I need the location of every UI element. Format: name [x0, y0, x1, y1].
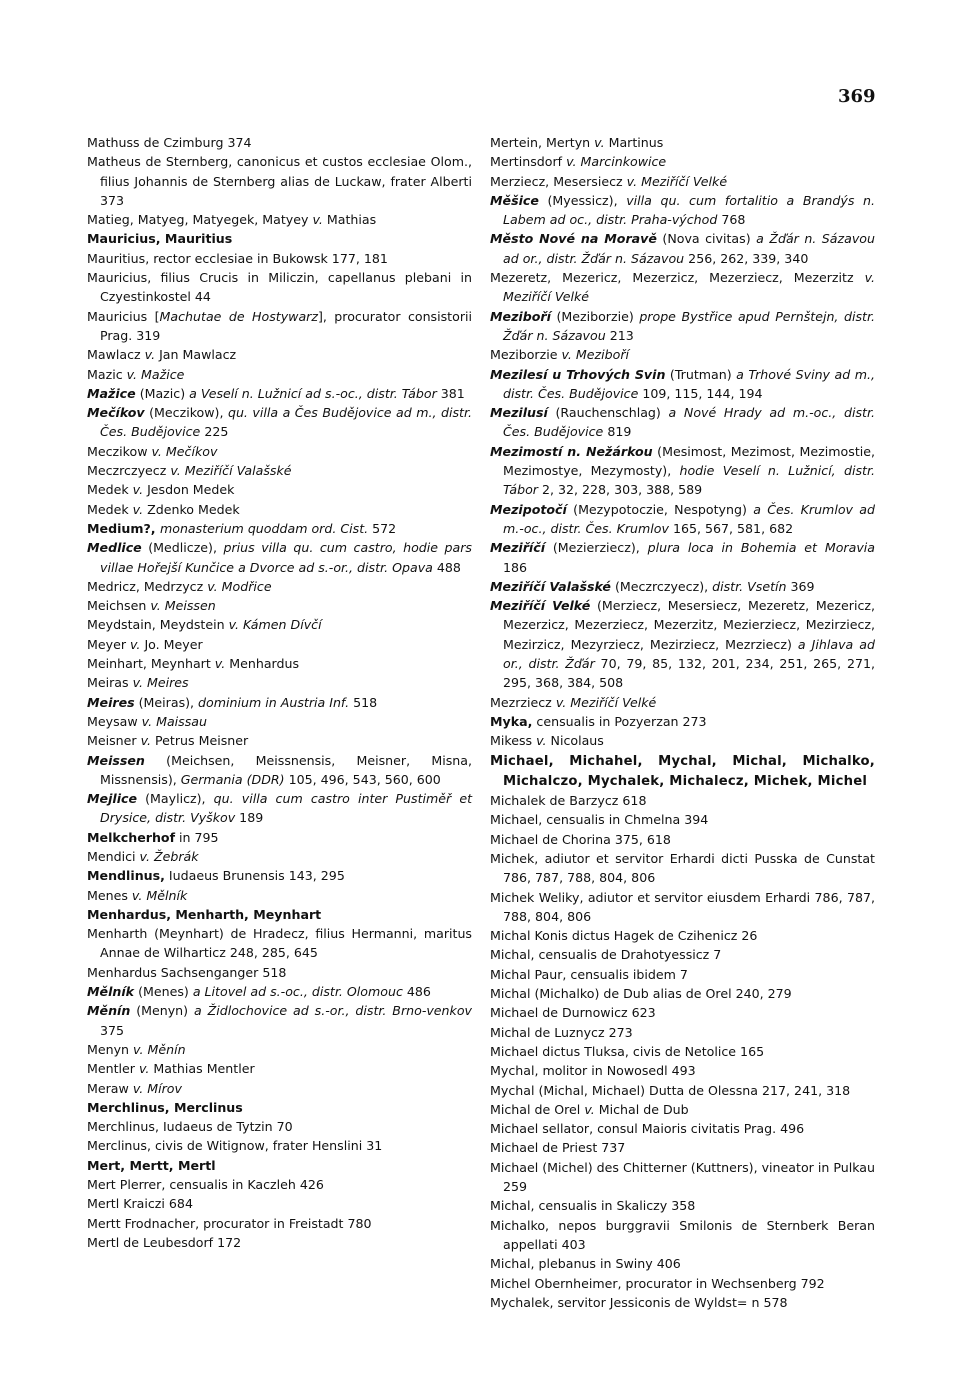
entry-text: Michael de Durnowicz 623	[490, 1005, 656, 1021]
index-entry	[490, 442, 875, 500]
entry-text: Mělník	[87, 984, 135, 1000]
entry-text: monasterium quoddam ord. Cist.	[159, 520, 369, 536]
entry-text: 213	[605, 327, 634, 343]
index-entry	[490, 751, 875, 792]
index-entry	[87, 731, 472, 750]
entry-text: Petrus Meisner	[151, 733, 249, 749]
page-number: 369	[838, 86, 876, 107]
entry-text: Měnín	[87, 1003, 131, 1019]
index-entry	[490, 1138, 875, 1157]
entry-text: Michal de Orel	[490, 1101, 585, 1117]
entry-text: Michal Konis dictus Hagek de Czihenicz 26	[490, 928, 758, 944]
index-entry	[490, 538, 875, 577]
index-entry	[87, 345, 472, 364]
entry-text: v. Mažice	[126, 366, 185, 382]
index-entry	[87, 249, 472, 268]
entry-text: villa qu. cum fortalitio a Brandýs n. Labem ad oc., distr. Praha-východ	[503, 192, 875, 228]
entry-text: (Meczikow),	[144, 405, 228, 421]
index-entry	[87, 403, 472, 442]
index-entry	[490, 1196, 875, 1215]
entry-text: v. Meziříčí Velké	[555, 694, 657, 710]
entry-text: (Menyn)	[130, 1003, 194, 1019]
entry-text: Michel Obernheimer, procurator in Wechsenberg 792	[490, 1275, 825, 1291]
entry-text: Medek	[87, 501, 133, 517]
entry-text: Mečíkov	[87, 405, 145, 421]
entry-text: ], procurator consistorii Prag. 319	[100, 308, 472, 343]
index-entry	[87, 789, 472, 828]
entry-text: Jan Mawlacz	[155, 347, 237, 363]
index-entry	[87, 847, 472, 866]
index-entry	[490, 888, 875, 927]
entry-text: Michael de Priest 737	[490, 1140, 626, 1156]
entry-text: (Rauchenschlag)	[547, 405, 669, 421]
entry-text: Meyer	[87, 636, 130, 652]
index-entry	[87, 442, 472, 461]
index-entry	[490, 1119, 875, 1138]
entry-text: Michal, plebanus in Swiny 406	[490, 1256, 681, 1272]
entry-text: Meiras	[87, 675, 133, 691]
entry-text: 768	[717, 212, 746, 228]
entry-text: 109, 115, 144, 194	[638, 385, 763, 401]
index-entry	[87, 1079, 472, 1098]
entry-text: Mezrziecz	[490, 694, 556, 710]
entry-text: Mathuss de Czimburg 374	[87, 135, 252, 150]
index-entry	[490, 712, 875, 731]
index-entry	[490, 172, 875, 191]
index-entry	[490, 1003, 875, 1022]
entry-text: (Meiras),	[134, 694, 199, 710]
entry-text: v. Modřice	[207, 578, 272, 594]
entry-text: Michael, censualis in Chmelna 394	[490, 812, 709, 828]
index-entry	[87, 1175, 472, 1194]
entry-text: Měšice	[490, 192, 539, 208]
entry-text: Mathias	[322, 212, 377, 228]
entry-text: Meinhart, Meynhart	[87, 656, 215, 672]
entry-text: v. Meissen	[150, 598, 216, 614]
index-entry	[490, 945, 875, 964]
entry-text: Michael sellator, consul Maioris civitatis Prag. 496	[490, 1121, 805, 1137]
entry-text: Mentler	[87, 1061, 139, 1077]
entry-text: Meysaw	[87, 713, 142, 729]
entry-text: (Myessicz),	[538, 192, 627, 208]
index-entry	[490, 731, 875, 750]
index-entry	[490, 849, 875, 888]
entry-text: (Medlicze),	[141, 540, 224, 556]
entry-text: (Meczrczyecz),	[610, 578, 713, 594]
entry-text: Mychal, molitor in Nowosedl 493	[490, 1063, 696, 1079]
entry-text: Mertein, Mertyn	[490, 135, 595, 150]
index-entry	[87, 1001, 472, 1040]
index-entry	[490, 345, 875, 364]
entry-text: Nicolaus	[546, 733, 604, 749]
entry-text: v. Mělník	[131, 887, 188, 903]
entry-text: Meziříčí Valašské	[490, 578, 611, 594]
index-entry	[87, 1117, 472, 1136]
entry-text: 2, 32, 228, 303, 388, 589	[537, 482, 703, 498]
index-entry	[87, 924, 472, 963]
entry-text: Mezilesí u Trhových Svin	[490, 366, 666, 382]
entry-text: v. Maissau	[141, 713, 207, 729]
entry-text: Mezilusí	[490, 405, 548, 421]
entry-text: Meichsen	[87, 598, 151, 614]
entry-text: Germania (DDR)	[180, 771, 285, 787]
index-entry	[87, 538, 472, 577]
entry-text: v. Kámen Dívčí	[228, 617, 322, 633]
entry-text: Mert, Mertt, Mertl	[87, 1157, 216, 1173]
entry-text: Mazic	[87, 366, 127, 382]
index-entry	[490, 984, 875, 1003]
entry-text: a Jihlava ad or., distr. Žďár	[503, 636, 875, 672]
index-entry	[490, 1100, 875, 1119]
entry-text: (Mezierziecz),	[545, 540, 648, 556]
entry-text: Machutae de Hostywarz	[159, 308, 318, 324]
index-entry	[87, 693, 472, 712]
entry-text: Michael, Michahel, Mychal, Michal, Michalko, Michalczo, Mychalek, Michalecz, Michek, Michel	[490, 753, 875, 789]
entry-text: Michal (Michalko) de Dub alias de Orel 240, 279	[490, 986, 792, 1002]
entry-text: v.	[144, 347, 156, 363]
index-entry	[87, 886, 472, 905]
entry-text: v.	[130, 636, 141, 652]
index-entry	[490, 1293, 875, 1312]
entry-text: Myka,	[490, 713, 533, 729]
entry-text: Michalek de Barzycz 618	[490, 793, 647, 809]
entry-text: Meissen	[87, 752, 145, 768]
entry-text: Menharth (Meynhart) de Hradecz, filius Hermanni, maritus Annae de Wilharticz 248, 285, 645	[87, 926, 472, 961]
entry-text: censualis in Pozyerzan 273	[532, 713, 707, 729]
entry-text: a Trhové Sviny ad m., distr. Čes. Budějovice	[503, 366, 875, 401]
index-entry	[87, 384, 472, 403]
index-entry	[490, 693, 875, 712]
entry-text: Menes	[87, 887, 132, 903]
index-column-right	[490, 133, 875, 1312]
entry-text: 105, 496, 543, 560, 600	[284, 771, 441, 787]
entry-text: Michael (Michel) des Chitterner (Kuttners), vineator in Pulkau 259	[490, 1159, 875, 1195]
index-entry	[490, 1081, 875, 1100]
entry-text: v.	[536, 733, 547, 749]
index-entry	[87, 461, 472, 480]
index-entry	[87, 210, 472, 229]
index-entry	[490, 403, 875, 442]
entry-text: v. Mečíkov	[151, 443, 218, 459]
entry-text: Michal, censualis de Drahotyessicz 7	[490, 947, 722, 963]
entry-text: Mendlinus,	[87, 868, 165, 884]
entry-text: (Trutman)	[665, 366, 737, 382]
entry-text: 369	[786, 578, 815, 594]
index-entry	[87, 577, 472, 596]
index-entry	[490, 1042, 875, 1061]
entry-text: v.	[138, 1061, 150, 1077]
entry-text: (Maylicz),	[137, 791, 214, 807]
index-entry	[490, 577, 875, 596]
entry-text: Matieg, Matyeg, Matyegek, Matyey	[87, 212, 313, 228]
entry-text: (Mazic)	[135, 385, 190, 401]
entry-text: Michael dictus Tluksa, civis de Netolice 165	[490, 1043, 765, 1059]
entry-text: 225	[200, 424, 229, 440]
entry-text: v. Mírov	[132, 1080, 182, 1096]
index-entry	[87, 1059, 472, 1078]
entry-text: Mathias Mentler	[149, 1061, 255, 1077]
index-entry	[87, 152, 472, 210]
index-entry	[87, 828, 472, 847]
entry-text: Mezimostí n. Nežárkou	[490, 443, 653, 459]
entry-text: Mertinsdorf	[490, 154, 567, 170]
index-entry	[490, 268, 875, 307]
entry-text: 488	[432, 559, 461, 575]
entry-text: Merclinus, civis de Witignow, frater Henslini 31	[87, 1138, 383, 1154]
index-entry	[87, 365, 472, 384]
entry-text: Menhardus	[225, 656, 300, 672]
index-entry	[87, 673, 472, 692]
entry-text: 256, 262, 339, 340	[684, 250, 809, 266]
entry-text: 375	[100, 1022, 125, 1038]
index-entry	[490, 1274, 875, 1293]
index-entry	[490, 1254, 875, 1273]
index-entry	[87, 905, 472, 924]
entry-text: v. Měnín	[133, 1041, 186, 1057]
index-entry	[87, 307, 472, 346]
entry-text: Mertl de Leubesdorf 172	[87, 1234, 242, 1250]
index-entry	[490, 1216, 875, 1255]
index-entry	[490, 791, 875, 810]
entry-text: Medium?,	[87, 520, 160, 536]
entry-text: v.	[140, 733, 152, 749]
entry-text: Mauricius, Mauritius	[87, 231, 233, 247]
entry-text: Meziříčí	[490, 540, 546, 556]
index-entry	[490, 500, 875, 539]
entry-text: v.	[132, 501, 144, 517]
entry-text: Město Nové na Moravě	[490, 231, 657, 247]
entry-text: a Nové Hrady ad m.-oc., distr. Čes. Budějovice	[503, 405, 875, 440]
entry-text: Mychal (Michal, Michael) Dutta de Olessna 217, 241, 318	[490, 1082, 851, 1098]
entry-text: a Litovel ad s.-oc., distr. Olomouc	[192, 984, 403, 1000]
entry-text: Medricz, Medrzycz	[87, 578, 208, 594]
entry-text: Merchlinus, Iudaeus de Tytzin 70	[87, 1119, 293, 1135]
index-entry	[87, 712, 472, 731]
entry-text: Menhardus Sachsenganger 518	[87, 964, 287, 980]
index-entry	[87, 635, 472, 654]
entry-text: (Merziecz, Mesersiecz, Mezeretz, Mezericz, Mezerzicz, Mezerziecz, Mezerzitz, Mezierziecz, Mezirziecz, Mezirzicz, Mezyrziecz, Mezirziecz, Mezrziecz)	[503, 598, 876, 652]
index-entry	[490, 596, 875, 692]
index-entry	[87, 1040, 472, 1059]
entry-text: (Meichsen, Meissnensis, Meisner, Misna, Missnensis),	[100, 752, 472, 787]
entry-text: (Meziborzie)	[550, 308, 640, 324]
entry-text: distr. Vsetín	[712, 578, 787, 594]
index-column-left	[87, 133, 472, 1252]
entry-text: Meziboří	[490, 308, 551, 324]
entry-text: a Židlochovice ad s.-or., distr. Brno-venkov	[193, 1003, 472, 1019]
entry-text: Michal, censualis in Skaliczy 358	[490, 1198, 696, 1214]
entry-text: Mendici	[87, 848, 140, 864]
index-entry	[87, 1214, 472, 1233]
index-entry	[87, 229, 472, 248]
entry-text: a Žďár n. Sázavou ad or., distr. Žďár n. Sázavou	[503, 231, 875, 266]
entry-text: Meziříčí Velké	[490, 598, 591, 614]
entry-text: 186	[503, 559, 528, 575]
index-entry	[490, 926, 875, 945]
index-entry	[490, 1023, 875, 1042]
index-entry	[490, 1158, 875, 1197]
entry-text: v.	[312, 212, 323, 228]
entry-text: plura loca in Bohemia et Moravia	[647, 540, 875, 556]
entry-text: Matheus de Sternberg, canonicus et custos ecclesiae Olom., filius Johannis de Sternberg alias de Luckaw, frater Alberti 373	[87, 154, 472, 208]
entry-text: a Veselí n. Lužnicí ad s.-oc., distr. Tábor	[189, 385, 437, 401]
entry-text: 518	[349, 694, 378, 710]
entry-text: v.	[132, 482, 144, 498]
index-entry	[490, 133, 875, 152]
entry-text: Martinus	[604, 135, 664, 150]
index-entry	[87, 963, 472, 982]
entry-text: Mychalek, servitor Jessiconis de Wyldst= n 578	[490, 1294, 788, 1310]
entry-text: Mikess	[490, 733, 537, 749]
entry-text: hodie Veselí n. Lužnicí, distr. Tábor	[503, 463, 875, 498]
index-entry	[87, 1194, 472, 1213]
entry-text: (Menes)	[134, 984, 193, 1000]
entry-text: Menhardus, Menharth, Meynhart	[87, 906, 322, 922]
entry-text: Jo. Meyer	[140, 636, 203, 652]
entry-text: Mejlice	[87, 791, 138, 807]
entry-text: v.	[584, 1101, 595, 1117]
entry-text: Mauricius [	[87, 308, 160, 324]
entry-text: Michek Weliky, adiutor et servitor eiusdem Erhardi 786, 787, 788, 804, 806	[490, 889, 875, 924]
entry-text: Mauritius, rector ecclesiae in Bukowsk 177, 181	[87, 250, 388, 266]
entry-text: 572	[368, 520, 397, 536]
entry-text: v.	[594, 135, 605, 150]
index-entry	[490, 152, 875, 171]
index-entry	[490, 191, 875, 230]
index-entry	[87, 133, 472, 152]
index-entry	[490, 965, 875, 984]
entry-text: Mert Plerrer, censualis in Kaczleh 426	[87, 1177, 324, 1193]
entry-text: Menyn	[87, 1041, 134, 1057]
entry-text: (Mezypotoczie, Nespotyng)	[566, 501, 754, 517]
entry-text: Mezipotočí	[490, 501, 567, 517]
entry-text: Michael de Chorina 375, 618	[490, 831, 671, 847]
entry-text: 819	[603, 424, 632, 440]
entry-text: Meydstain, Meydstein	[87, 617, 229, 633]
entry-text: Merchlinus, Merclinus	[87, 1099, 243, 1115]
index-entry	[490, 810, 875, 829]
index-entry	[490, 1061, 875, 1080]
entry-text: Michal de Luznycz 273	[490, 1024, 633, 1040]
entry-text: Meczrczyecz	[87, 463, 171, 479]
index-entry	[87, 751, 472, 790]
index-entry	[87, 615, 472, 634]
entry-text: 165, 567, 581, 682	[668, 520, 794, 536]
entry-text: (Mesimost, Mezimost, Mezimostie, Mezimostye, Mezymosty),	[503, 443, 876, 479]
entry-text: 486	[402, 984, 431, 1000]
index-entry	[87, 866, 472, 885]
index-entry	[490, 229, 875, 268]
entry-text: Mauricius, filius Crucis in Miliczin, capellanus plebani in Czyestinkostel 44	[87, 270, 472, 305]
index-entry	[87, 654, 472, 673]
entry-text: Mertl Kraiczi 684	[87, 1196, 193, 1212]
entry-text: prius villa qu. cum castro, hodie pars villae Hořejší Kunčice a Dvorce ad s.-or., distr. Opava	[100, 540, 472, 575]
entry-text: Medlice	[87, 540, 142, 556]
entry-text: Meraw	[87, 1080, 133, 1096]
entry-text: v. Meziboří	[561, 347, 629, 363]
entry-text: Michal Paur, censualis ibidem 7	[490, 966, 688, 982]
index-entry	[87, 500, 472, 519]
entry-text: Meires	[87, 694, 135, 710]
entry-text: Merziecz, Mesersiecz	[490, 173, 627, 189]
entry-text: v. Meziříčí Velké	[503, 270, 875, 305]
index-entry	[87, 1098, 472, 1117]
entry-text: Mažice	[87, 385, 136, 401]
entry-text: 381	[436, 385, 465, 401]
entry-text: Mezeretz, Mezericz, Mezerzicz, Mezerziecz, Mezerzitz	[490, 270, 865, 286]
entry-text: Mawlacz	[87, 347, 145, 363]
entry-text: Zdenko Medek	[143, 501, 240, 517]
entry-text: v. Meziříčí Valašské	[170, 463, 292, 479]
entry-text: Mertt Frodnacher, procurator in Freistadt 780	[87, 1215, 372, 1231]
entry-text: Jesdon Medek	[143, 482, 235, 498]
index-entry	[87, 1136, 472, 1155]
entry-text: Michalko, nepos burggravii Smilonis de Sternberk Beran appellati 403	[490, 1217, 875, 1252]
entry-text: Meziborzie	[490, 347, 562, 363]
index-entry	[87, 1233, 472, 1252]
entry-text: Michek, adiutor et servitor Erhardi dicti Pusska de Cunstat 786, 787, 788, 804, 806	[490, 850, 875, 886]
entry-text: 189	[235, 810, 264, 826]
index-entry	[87, 1156, 472, 1175]
index-entry	[87, 480, 472, 499]
entry-text: prope Bystřice apud Pernštejn, distr. Žďár n. Sázavou	[503, 308, 875, 343]
index-entry	[490, 830, 875, 849]
index-entry	[87, 268, 472, 307]
entry-text: v. Marcinkowice	[566, 154, 667, 170]
entry-text: Meisner	[87, 733, 141, 749]
entry-text: Michal de Dub	[594, 1101, 689, 1117]
entry-text: qu. villa cum castro inter Pustiměř et Drysice, distr. Vyškov	[100, 791, 473, 826]
entry-text: qu. villa a Čes Budějovice ad m., distr. Čes. Budějovice	[100, 405, 472, 440]
entry-text: v. Meires	[132, 675, 189, 691]
entry-text: v.	[214, 656, 226, 672]
entry-text: v. Meziříčí Velké	[626, 173, 728, 189]
entry-text: (Nova civitas)	[656, 231, 757, 247]
index-entry	[87, 519, 472, 538]
entry-text: Iudaeus Brunensis 143, 295	[164, 868, 345, 884]
index-entry	[87, 596, 472, 615]
entry-text: 70, 79, 85, 132, 201, 234, 251, 265, 271, 295, 368, 384, 508	[503, 656, 875, 691]
entry-text: v. Žebrák	[139, 848, 199, 864]
index-entry	[87, 982, 472, 1001]
entry-text: Melkcherhof	[87, 829, 176, 845]
index-entry	[490, 365, 875, 404]
entry-text: dominium in Austria Inf.	[198, 694, 350, 710]
entry-text: Meczikow	[87, 443, 152, 459]
entry-text: a Čes. Krumlov ad m.-oc., distr. Čes. Krumlov	[503, 501, 876, 536]
entry-text: in 795	[175, 829, 219, 845]
entry-text: Medek	[87, 482, 133, 498]
index-entry	[490, 307, 875, 346]
